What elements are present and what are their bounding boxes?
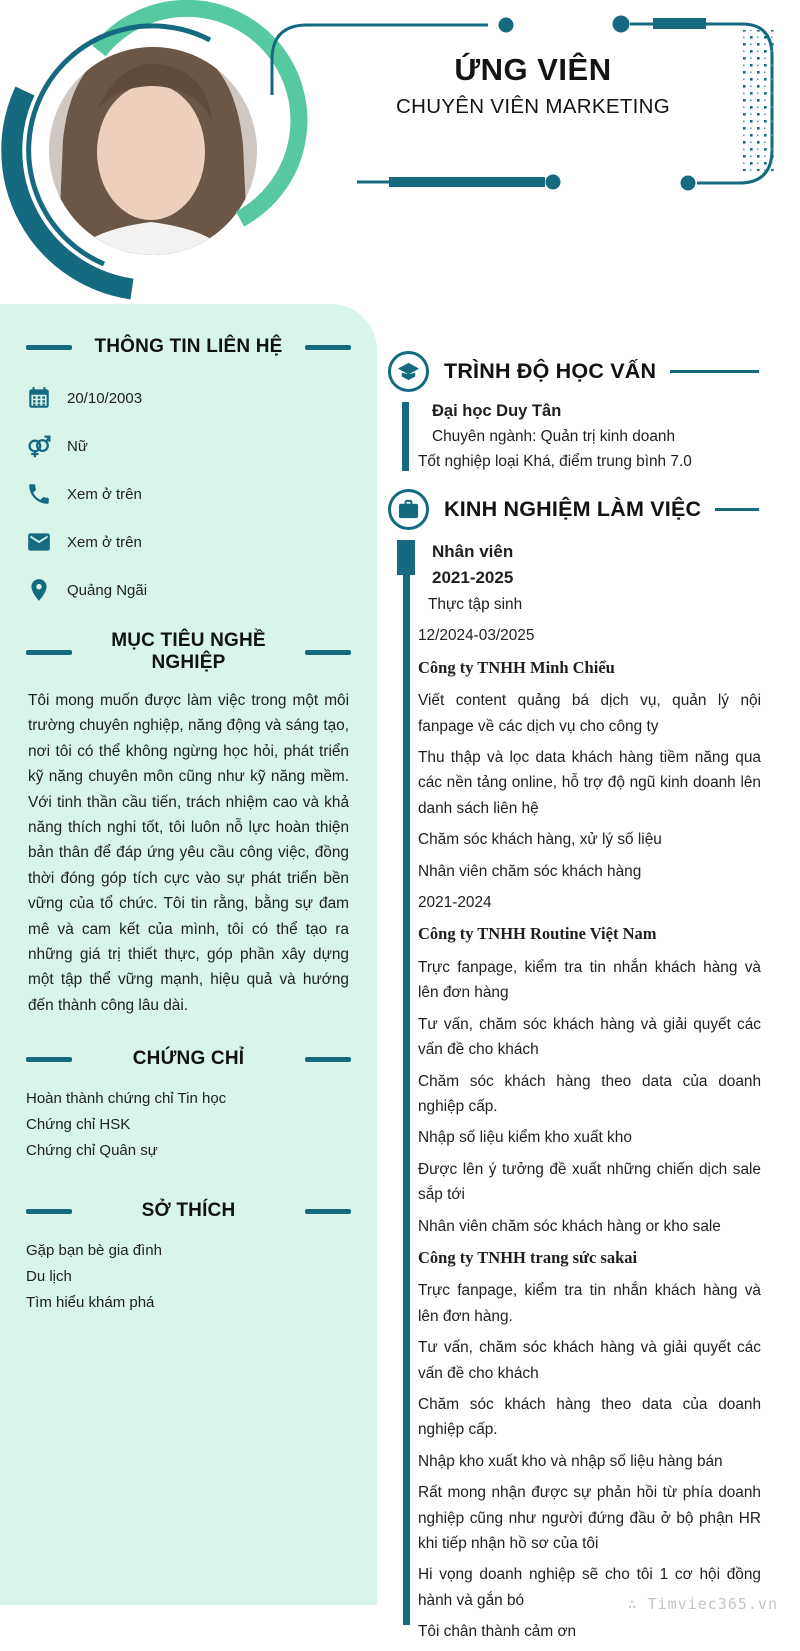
hobby-item: Gặp bạn bè gia đình <box>26 1242 162 1260</box>
contact-row <box>26 432 351 460</box>
objective-text: Tôi mong muốn được làm việc trong một môi trường chuyên nghiệp, năng động và sáng tạo, nơi tôi có thể không ngừng học hỏi, phát triển kỹ năng chuyên môn cũng như kỹ năng mềm. Với tinh thần cầu tiến, trách nhiệm cao và khả năng thích nghi tốt, tôi luôn nỗ lực hoàn thiện bản thân để đáp ứng yêu cầu công việc, đồng thời đóng góp tích cực vào sự phát triển bền vững của tổ chức. Tôi tin rằng, bằng sự đam mê và cam kết của mình, tôi có thể tạo ra những giá trị thiết thực, góp phần xây dựng một tập thể vững mạnh, hiệu quả và hướng đến thành công lâu dài. <box>28 692 349 1014</box>
dot-pattern <box>740 30 776 171</box>
contact-row <box>26 528 351 556</box>
dash-left <box>26 1057 72 1062</box>
page-subtitle: CHUYÊN VIÊN MARKETING <box>396 95 670 118</box>
education-section-header <box>388 351 761 392</box>
experience-section-title: KINH NGHIỆM LÀM VIỆC <box>444 497 702 521</box>
experience-item: Chăm sóc khách hàng theo data của doanh nghiệp cấp. <box>418 1395 761 1439</box>
education-school: Đại học Duy Tân <box>432 402 562 420</box>
dash-right <box>305 1209 351 1214</box>
contact-list <box>26 384 351 604</box>
experience-item: Nhập kho xuất kho và nhập số liệu hàng bán <box>418 1452 723 1470</box>
experience-item: Trực fanpage, kiểm tra tin nhắn khách hàng và lên đơn hàng. <box>418 1282 761 1325</box>
experience-item: Nhân viên chăm sóc khách hàng or kho sale <box>418 1217 721 1235</box>
contact-label: Nữ <box>67 437 88 455</box>
certificates-section-title: CHỨNG CHỈ <box>132 1048 245 1070</box>
experience-item: Công ty TNHH trang sức sakai <box>418 1247 638 1267</box>
experience-item: Tư vấn, chăm sóc khách hàng và giải quyết các vấn đề cho khách <box>418 1339 761 1382</box>
header-decoration <box>0 0 800 310</box>
education-major: Chuyên ngành: Quản trị kinh doanh <box>432 428 676 445</box>
experience-item: Tôi chân thành cảm ơn <box>418 1623 577 1641</box>
contact-label: Quảng Ngãi <box>67 581 148 599</box>
contact-section-title: THÔNG TIN LIÊN HỆ <box>94 336 283 357</box>
calendar-icon <box>26 385 52 411</box>
profile-photo <box>49 40 257 255</box>
hobbies-section-header <box>26 1200 351 1222</box>
experience-item: Công ty TNHH Routine Việt Nam <box>418 924 657 944</box>
certificates-list <box>26 1086 351 1164</box>
certificate-item: Hoàn thành chứng chỉ Tin học <box>26 1090 227 1108</box>
experience-item: Thực tập sinh <box>428 596 523 613</box>
watermark: ∴ Timviec365.vn <box>627 1595 778 1613</box>
contact-label: 20/10/2003 <box>67 389 143 407</box>
experience-item: Nhập số liệu kiểm kho xuất kho <box>418 1129 632 1147</box>
dash-right <box>305 650 351 655</box>
contact-row <box>26 384 351 412</box>
dash-left <box>26 1209 72 1214</box>
experience-item: Tư vấn, chăm sóc khách hàng và giải quyết các vấn đề cho khách <box>418 1015 761 1059</box>
hobbies-list <box>26 1238 351 1316</box>
location-icon <box>26 577 52 603</box>
experience-item: Công ty TNHH Minh Chiểu <box>418 657 615 677</box>
education-entry <box>402 400 761 473</box>
phone-icon <box>26 481 52 507</box>
experience-item: Chăm sóc khách hàng, xử lý số liệu <box>418 831 662 849</box>
graduation-cap-icon <box>388 351 429 392</box>
timeline-marker <box>397 540 415 575</box>
dash-left <box>26 345 72 350</box>
experience-item: 2021-2025 <box>432 568 514 587</box>
objective-section-title: MỤC TIÊU NGHỀ NGHIỆP <box>111 630 266 673</box>
objective-section-header <box>26 630 351 674</box>
education-section-title: TRÌNH ĐỘ HỌC VẤN <box>444 359 657 383</box>
dash-right <box>305 345 351 350</box>
certificate-item: Chứng chỉ HSK <box>26 1116 131 1134</box>
experience-item: 12/2024-03/2025 <box>418 627 535 645</box>
hobby-item: Tìm hiểu khám phá <box>26 1294 155 1312</box>
contact-label: Xem ở trên <box>67 533 142 551</box>
experience-item: 2021-2024 <box>418 894 492 912</box>
experience-item: Chăm sóc khách hàng theo data của doanh nghiệp cấp. <box>418 1072 761 1115</box>
contact-row <box>26 576 351 604</box>
dash-left <box>26 650 72 655</box>
experience-timeline <box>388 540 761 1645</box>
mail-icon <box>26 529 52 555</box>
certificates-section-header <box>26 1048 351 1070</box>
experience-item: Thu thập và lọc data khách hàng tiềm năng qua các nền tảng online, hỗ trợ độ ngũ kinh doanh lên danh sách liên hệ <box>418 749 761 817</box>
experience-item: Nhân viên <box>432 542 514 561</box>
briefcase-icon <box>388 489 429 530</box>
education-accent-bar <box>402 402 409 471</box>
experience-item: Trực fanpage, kiểm tra tin nhắn khách hàng và lên đơn hàng <box>418 958 761 1002</box>
contact-section-header <box>26 336 351 358</box>
contact-row <box>26 480 351 508</box>
section-rule <box>715 508 759 512</box>
experience-item: Được lên ý tưởng đề xuất những chiến dịch sale sắp tới <box>418 1160 761 1204</box>
experience-item: Viết content quảng bá dịch vụ, quản lý nội fanpage về các dịch vụ cho công ty <box>418 692 761 735</box>
experience-item: Hi vọng doanh nghiệp sẽ cho tôi 1 cơ hội đồng hành và gắn bó <box>418 1566 761 1609</box>
timeline-line <box>403 552 410 1625</box>
page-title: ỨNG VIÊN <box>454 52 612 87</box>
experience-item: Rất mong nhận được sự phản hồi từ phía doanh nghiệp cũng như người đứng đầu ở bộ phận HR khi tiếp nhận hồ sơ của tôi <box>418 1484 761 1552</box>
dash-right <box>305 1057 351 1062</box>
contact-label: Xem ở trên <box>67 485 142 503</box>
experience-section-header <box>388 489 761 530</box>
hobbies-section-title: SỞ THÍCH <box>141 1200 236 1222</box>
certificate-item: Chứng chỉ Quân sự <box>26 1142 158 1160</box>
hobby-item: Du lịch <box>26 1268 72 1286</box>
main-column <box>388 351 761 1651</box>
education-result: Tốt nghiệp loại Khá, điểm trung bình 7.0 <box>418 453 692 470</box>
header-title-block <box>333 52 733 119</box>
section-rule <box>670 370 759 374</box>
experience-item: Nhân viên chăm sóc khách hàng <box>418 862 642 880</box>
gender-icon <box>26 433 52 459</box>
sidebar <box>0 304 377 1605</box>
